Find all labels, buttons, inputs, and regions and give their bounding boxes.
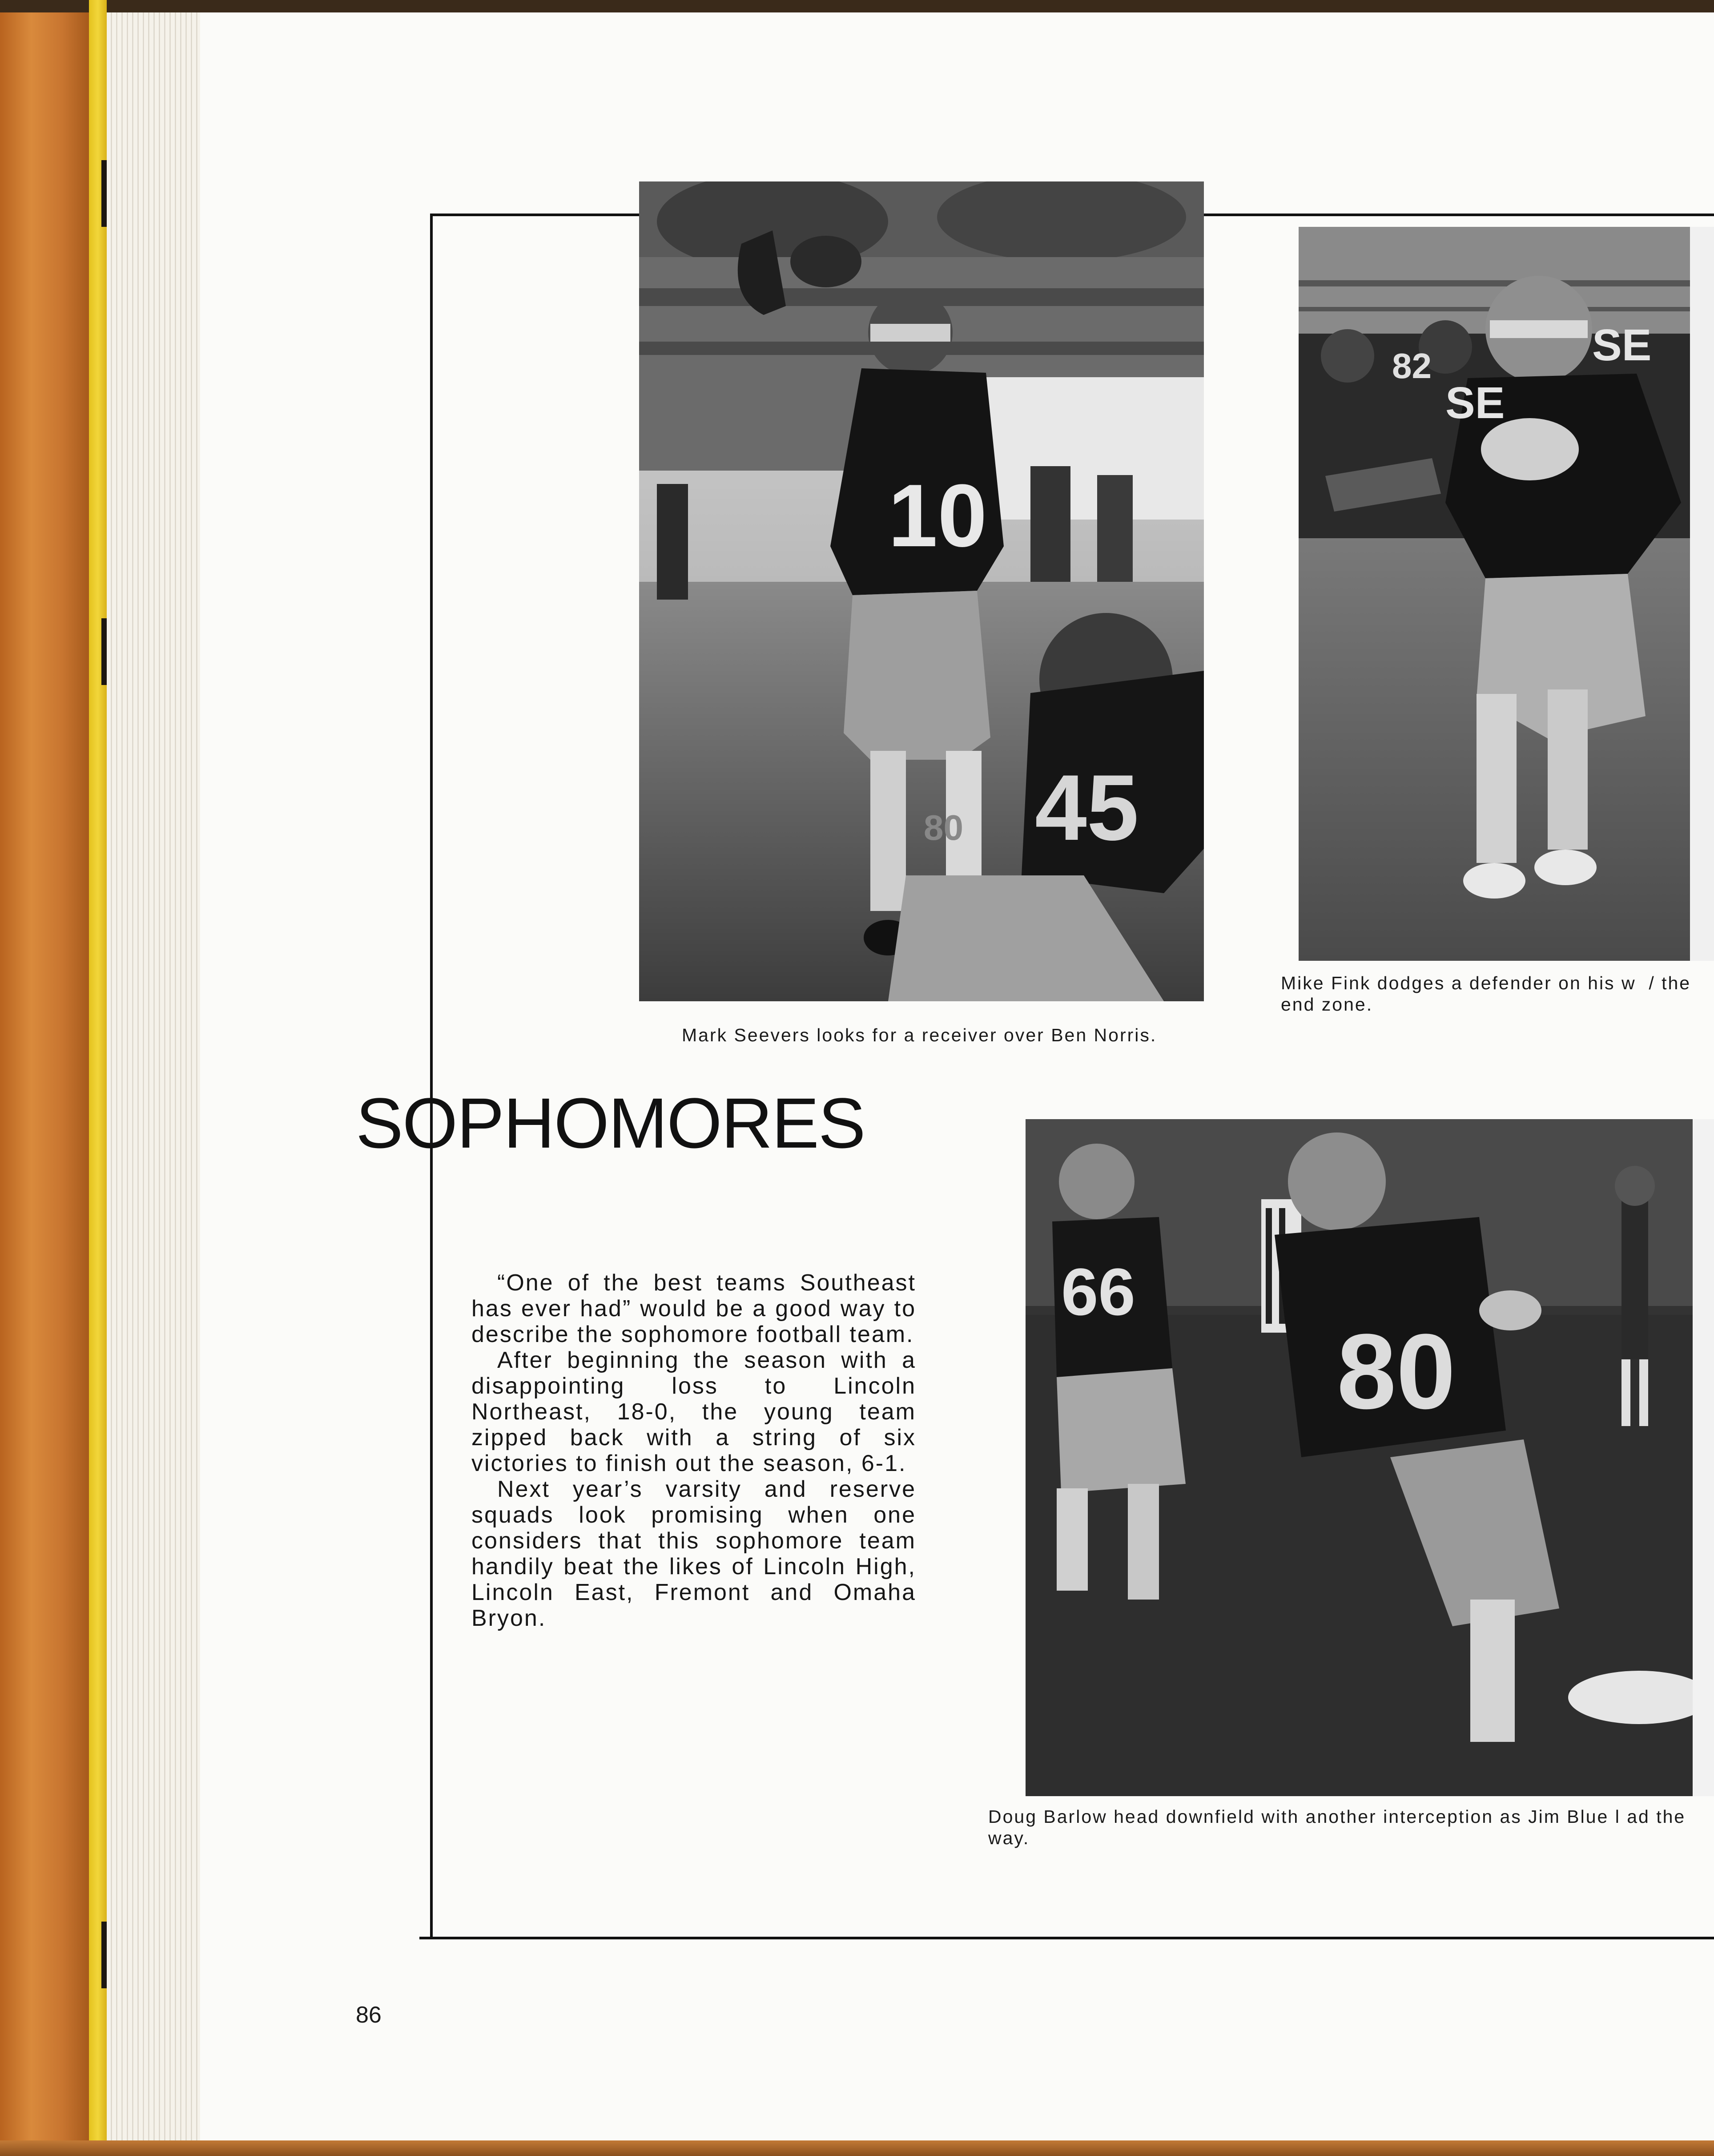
page-number: 86 <box>356 2002 382 2028</box>
caption-quarterback-pass: Mark Seevers looks for a receiver over Ben Norris. <box>682 1025 1157 1045</box>
svg-text:82: 82 <box>1392 346 1432 386</box>
frame-bottom-line <box>419 1937 1714 1939</box>
article-paragraph: “One of the best teams Southeast has ever had” would be a good way to describe the sophomore football team. <box>471 1270 916 1347</box>
caption-interception-return: Doug Barlow head downfield with another interception as Jim Blue l ad the way. <box>988 1806 1686 1848</box>
photo-ball-carrier <box>1299 227 1714 961</box>
book-cover-top <box>0 0 1714 12</box>
svg-text:66: 66 <box>1061 1254 1135 1329</box>
article-paragraph: After beginning the season with a disappointing loss to Lincoln Northeast, 18-0, the young team zipped back with a string of six victories to finish out the season, 6-1. <box>471 1347 916 1476</box>
section-title: SOPHOMORES <box>356 1083 865 1163</box>
article-paragraph: Next year’s varsity and reserve squads look promising when one considers that this sophomore team handily beat the likes of Lincoln High, Lincoln East, Fremont and Omaha Bryon. <box>471 1476 916 1631</box>
page-tab-mark <box>101 160 107 227</box>
svg-text:SE: SE <box>1445 378 1505 428</box>
page-stack-yellow <box>89 0 107 2156</box>
frame-right-tick <box>1703 214 1708 215</box>
svg-text:10: 10 <box>888 466 987 565</box>
svg-text:80: 80 <box>924 808 963 847</box>
photo-interception-return <box>1026 1119 1714 1796</box>
article-body <box>471 1270 916 1631</box>
page-tab-mark <box>101 1922 107 1988</box>
frame-left-line <box>430 214 433 1939</box>
page-stack-edges <box>107 12 200 2140</box>
caption-ball-carrier: Mike Fink dodges a defender on his w / the end zone. <box>1281 973 1691 1015</box>
book-cover-edge <box>0 0 89 2156</box>
book-cover-bottom <box>0 2140 1714 2156</box>
svg-text:SE: SE <box>1592 320 1652 370</box>
svg-text:80: 80 <box>1337 1312 1456 1431</box>
page-tab-mark <box>101 618 107 685</box>
svg-text:45: 45 <box>1035 755 1139 860</box>
photo-quarterback-pass <box>639 181 1204 1001</box>
